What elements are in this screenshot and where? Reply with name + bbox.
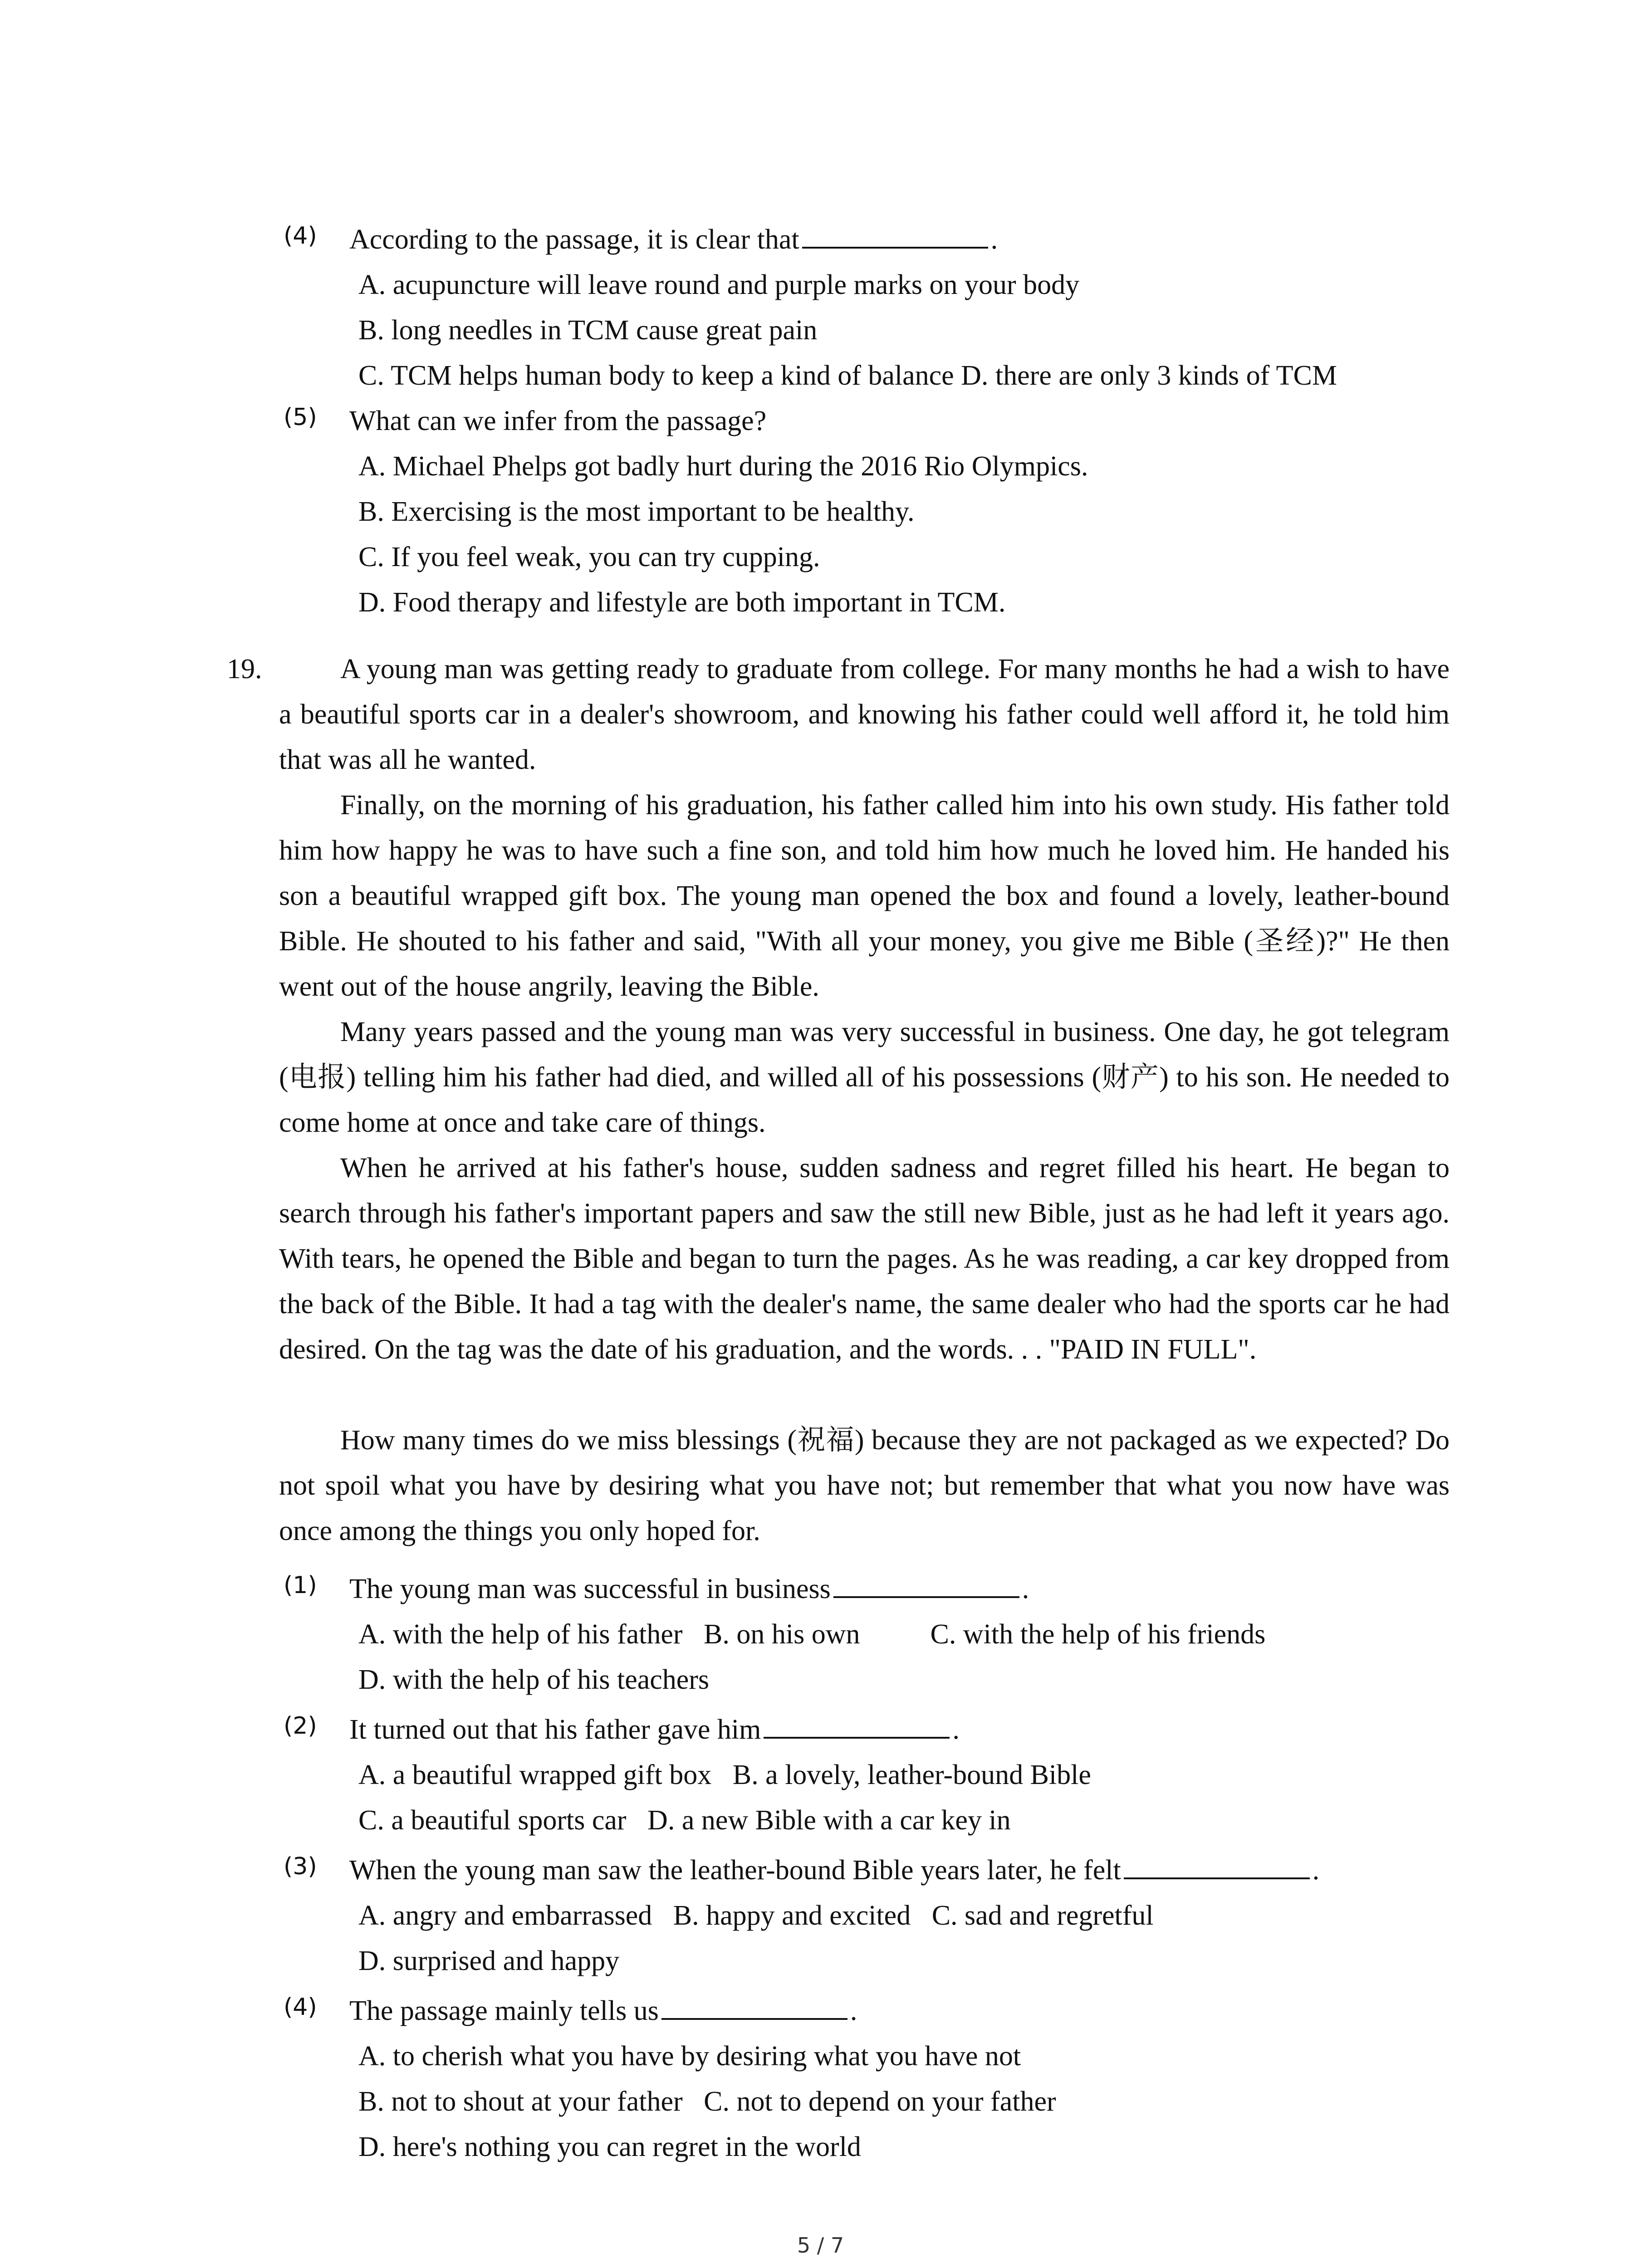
passage-paragraph: A young man was getting ready to graduate from college. For many months he had a wish to have a beautiful sports car in a dealer's showroom, and knowing his father could well afford it, he told him that was all he wanted.	[279, 654, 1450, 775]
option: C. a beautiful sports car D. a new Bible with a car key in	[358, 1805, 1011, 1836]
question-number: (2)	[284, 1712, 317, 1740]
option: D. with the help of his teachers	[358, 1664, 710, 1695]
passage-number: 19.	[227, 654, 262, 684]
question-number: (5)	[284, 404, 317, 431]
answer-blank[interactable]	[802, 219, 988, 249]
question-stem: The passage mainly tells us .	[349, 1988, 857, 2033]
option: A. with the help of his father B. on his own C. with the help of his friends	[358, 1619, 1266, 1650]
question-stem: It turned out that his father gave him .	[349, 1707, 960, 1752]
answer-blank[interactable]	[1124, 1849, 1310, 1879]
option: A. acupuncture will leave round and purple marks on your body	[358, 269, 1080, 300]
option: C. If you feel weak, you can try cupping.	[358, 542, 820, 572]
question-number: (1)	[284, 1572, 317, 1599]
answer-blank[interactable]	[764, 1709, 950, 1739]
option: A. to cherish what you have by desiring what you have not	[358, 2041, 1021, 2072]
question-number: (4)	[284, 1994, 317, 2021]
option: B. not to shout at your father C. not to depend on your father	[358, 2086, 1056, 2117]
answer-blank[interactable]	[833, 1568, 1019, 1598]
option: A. Michael Phelps got badly hurt during the 2016 Rio Olympics.	[358, 451, 1088, 482]
passage-paragraph: Finally, on the morning of his graduation, his father called him into his own study. His father told him how happy he was to have such a fine son, and told him how much he loved him. He handed his son a beautiful wrapped gift box. The young man opened the box and found a lovely, leather-bound Bible. He shouted to his father and said, "With all your money, you give me Bible (圣经)?" He then went out of the house angrily, leaving the Bible.	[279, 790, 1450, 1002]
question-number: (3)	[284, 1853, 317, 1880]
page-number: 5 / 7	[797, 2233, 844, 2258]
option: D. Food therapy and lifestyle are both important in TCM.	[358, 587, 1006, 618]
answer-blank[interactable]	[661, 1990, 847, 2020]
option: C. TCM helps human body to keep a kind of balance D. there are only 3 kinds of TCM	[358, 360, 1337, 391]
option: A. angry and embarrassed B. happy and excited C. sad and regretful	[358, 1900, 1154, 1931]
option: B. Exercising is the most important to be healthy.	[358, 496, 915, 527]
question-stem: When the young man saw the leather-bound Bible years later, he felt .	[349, 1848, 1319, 1893]
question-number: (4)	[284, 222, 317, 249]
passage-paragraph: How many times do we miss blessings (祝福) because they are not packaged as we expected? Do not spoil what you have by desiring what you have not; but remember that what you now have was once among the things you only hoped for.	[279, 1425, 1450, 1546]
option: D. here's nothing you can regret in the world	[358, 2131, 861, 2162]
question-stem: According to the passage, it is clear that .	[349, 217, 998, 262]
question-stem: What can we infer from the passage?	[349, 406, 767, 436]
question-stem: The young man was successful in business .	[349, 1566, 1029, 1612]
option: A. a beautiful wrapped gift box B. a lovely, leather-bound Bible	[358, 1760, 1091, 1790]
option: D. surprised and happy	[358, 1945, 620, 1976]
passage-paragraph: When he arrived at his father's house, sudden sadness and regret filled his heart. He began to search through his father's important papers and saw the still new Bible, just as he had left it years ago. With tears, he opened the Bible and began to turn the pages. As he was reading, a car key dropped from the back of the Bible. It had a tag with the dealer's name, the same dealer who had the sports car he had desired. On the tag was the date of his graduation, and the words. . . "PAID IN FULL".	[279, 1153, 1450, 1365]
option: B. long needles in TCM cause great pain	[358, 315, 818, 346]
passage-paragraph: Many years passed and the young man was very successful in business. One day, he got telegram (电报) telling him his father had died, and willed all of his possessions (财产) to his son. He needed to come home at once and take care of things.	[279, 1017, 1450, 1138]
